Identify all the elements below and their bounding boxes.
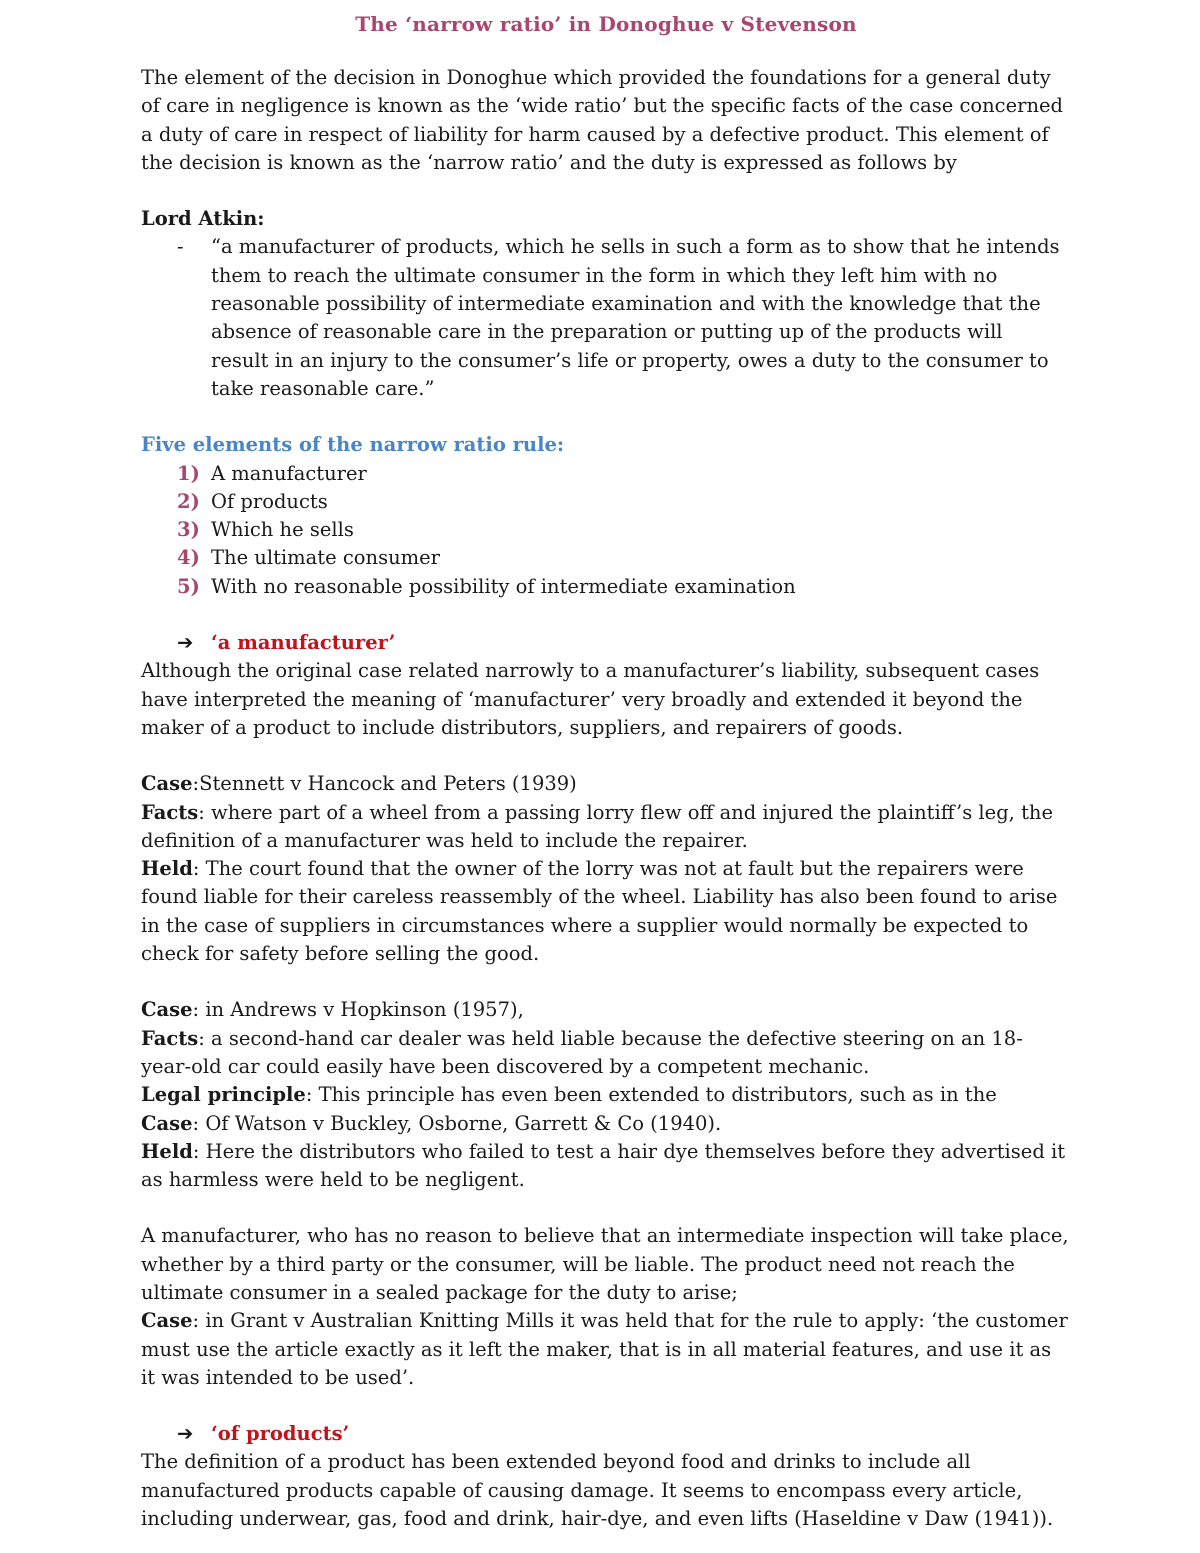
facts-andrews: Facts: a second-hand car dealer was held liable because the defective steering on an 18-year-old car could easily have been discovered by a competent mechanic. bbox=[141, 1026, 1023, 1078]
list-number: 5) bbox=[177, 574, 200, 598]
list-item bbox=[141, 488, 1071, 516]
list-text: With no reasonable possibility of intermediate examination bbox=[211, 574, 796, 598]
held-watson: Held: Here the distributors who failed to test a hair dye themselves before they advertised it as harmless were held to be negligent. bbox=[141, 1139, 1066, 1192]
list-item bbox=[141, 516, 1071, 544]
list-number: 2) bbox=[177, 489, 200, 513]
arrow-icon: ➔ bbox=[177, 1422, 194, 1446]
list-item bbox=[141, 544, 1071, 572]
quote-dash: - bbox=[177, 235, 184, 259]
manufacturer-paragraph: Although the original case related narrowly to a manufacturer’s liability, subsequent cases have interpreted the meaning of ‘manufacturer’ very broadly and extended it beyond the maker of a product to include distributors, suppliers, and repairers of goods. bbox=[141, 659, 1040, 739]
list-text: Of products bbox=[211, 489, 328, 513]
atkin-quote-block bbox=[141, 233, 1071, 403]
list-item bbox=[141, 460, 1071, 488]
section-heading-manufacturer bbox=[141, 629, 1071, 657]
page-title: The ‘narrow ratio’ in Donoghue v Stevenson bbox=[355, 12, 857, 36]
list-text: The ultimate consumer bbox=[211, 546, 441, 570]
case-stennett: Case:Stennett v Hancock and Peters (1939) bbox=[141, 772, 577, 796]
atkin-quote: “a manufacturer of products, which he sells in such a form as to show that he intends them to reach the ultimate consumer in the form in which they left him with no reasonable possibility of intermediate examination and with the knowledge that the absence of reasonable care in the preparation or putting up of the products will result in an injury to the consumer’s life or property, owes a duty to the consumer to take reasonable care.” bbox=[211, 235, 1060, 400]
arrow-icon: ➔ bbox=[177, 631, 194, 655]
lord-atkin-label: Lord Atkin: bbox=[141, 207, 265, 231]
section-heading-products bbox=[141, 1420, 1071, 1448]
list-number: 3) bbox=[177, 518, 200, 542]
legal-principle: Legal principle: This principle has even been extended to distributors, such as in the bbox=[141, 1083, 997, 1107]
list-item bbox=[141, 573, 1071, 601]
case-andrews: Case: in Andrews v Hopkinson (1957), bbox=[141, 998, 524, 1022]
document-page bbox=[141, 12, 1071, 1533]
elements-heading: Five elements of the narrow ratio rule: bbox=[141, 433, 565, 457]
products-paragraph: The definition of a product has been extended beyond food and drinks to include all manufactured products capable of causing damage. It seems to encompass every article, including underwear, gas, food and drink, hair-dye, and even lifts (Haseldine v Daw (1941)). bbox=[141, 1450, 1054, 1531]
intro-paragraph: The element of the decision in Donoghue which provided the foundations for a general duty of care in negligence is known as the ‘wide ratio’ but the specific facts of the case concerned a duty of care in respect of liability for harm caused by a defective product. This element of the decision is known as the ‘narrow ratio’ and the duty is expressed as follows by bbox=[141, 66, 1064, 174]
section-title: ‘of products’ bbox=[211, 1422, 350, 1446]
case-watson: Case: Of Watson v Buckley, Osborne, Garrett & Co (1940). bbox=[141, 1111, 722, 1135]
list-number: 4) bbox=[177, 546, 200, 570]
list-number: 1) bbox=[177, 461, 200, 485]
facts-stennett: Facts: where part of a wheel from a passing lorry flew off and injured the plaintiff’s leg, the definition of a manufacturer was held to include the repairer. bbox=[141, 800, 1054, 852]
elements-list bbox=[141, 460, 1071, 601]
case-grant: Case: in Grant v Australian Knitting Mills it was held that for the rule to apply: ‘the customer must use the article exactly as it left the maker, that is in all material features, and use it as it was intended to be used’. bbox=[141, 1309, 1068, 1389]
list-text: Which he sells bbox=[211, 518, 354, 542]
list-text: A manufacturer bbox=[211, 461, 367, 485]
inspection-paragraph: A manufacturer, who has no reason to believe that an intermediate inspection will take place, whether by a third party or the consumer, will be liable. The product need not reach the ultimate consumer in a sealed package for the duty to arise; bbox=[141, 1224, 1069, 1304]
section-title: ‘a manufacturer’ bbox=[211, 631, 396, 655]
held-stennett: Held: The court found that the owner of the lorry was not at fault but the repairers were found liable for their careless reassembly of the wheel. Liability has also been found to arise in the case of suppliers in circumstances where a supplier would normally be expected to check for safety before selling the good. bbox=[141, 857, 1058, 966]
